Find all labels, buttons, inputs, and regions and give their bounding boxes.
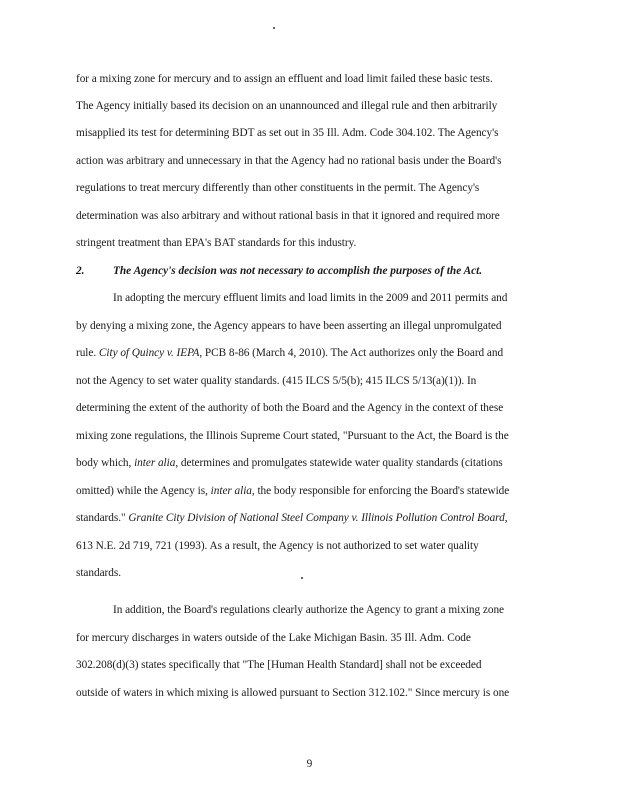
text-run: ,: [504, 512, 508, 524]
paragraph-line: regulations to treat mercury differently than other constituents in the permit. The Agency's: [76, 182, 480, 194]
paragraph-line: [76, 346, 546, 360]
paragraph-line: The Agency initially based its decision on an unannounced and illegal rule and then arbitrarily: [76, 100, 498, 112]
latin-term: inter alia: [210, 485, 252, 497]
paragraph-line: In addition, the Board's regulations clearly authorize the Agency to grant a mixing zone: [113, 604, 505, 616]
paragraph-line: for a mixing zone for mercury and to assign an effluent and load limit failed these basic tests.: [76, 73, 493, 85]
text-run: omitted) while the Agency is,: [76, 485, 211, 497]
text-run: , PCB 8-86 (March 4, 2010). The Act authorizes only the Board and: [199, 347, 504, 359]
paragraph-line: for mercury discharges in waters outside of the Lake Michigan Basin. 35 Ill. Adm. Code: [76, 632, 471, 644]
section-heading: The Agency's decision was not necessary to accomplish the purposes of the Act.: [113, 265, 483, 277]
paragraph-line: misapplied its test for determining BDT as set out in 35 Ill. Adm. Code 304.102. The Agency's: [76, 127, 499, 139]
text-run: , the body responsible for enforcing the Board's statewide: [251, 485, 510, 497]
text-run: body which,: [76, 457, 135, 469]
case-citation: Granite City Division of National Steel Company v. Illinois Pollution Control Board: [128, 512, 505, 524]
paragraph-line: [76, 511, 546, 525]
paragraph-line: In adopting the mercury effluent limits and load limits in the 2009 and 2011 permits and: [113, 292, 508, 304]
paragraph-line: not the Agency to set water quality standards. (415 ILCS 5/5(b); 415 ILCS 5/13(a)(1)). In: [76, 375, 477, 387]
paragraph-line: mixing zone regulations, the Illinois Supreme Court stated, "Pursuant to the Act, the Board is the: [76, 430, 509, 442]
case-citation: City of Quincy v. IEPA: [98, 347, 200, 359]
latin-term: inter alia: [134, 457, 176, 469]
paragraph-line: determining the extent of the authority of both the Board and the Agency in the context of these: [76, 402, 504, 414]
paragraph-line: outside of waters in which mixing is allowed pursuant to Section 312.102." Since mercury is one: [76, 687, 510, 699]
paragraph-line: [76, 456, 546, 470]
paragraph-line: standards.: [76, 567, 121, 579]
page-number: 9: [306, 758, 313, 770]
text-run: rule.: [76, 347, 99, 359]
paragraph-line: by denying a mixing zone, the Agency appears to have been asserting an illegal unpromulgated: [76, 320, 502, 332]
text-run: , determines and promulgates statewide water quality standards (citations: [175, 457, 503, 469]
paragraph-line: stringent treatment than EPA's BAT standards for this industry.: [76, 237, 357, 249]
paragraph-line: action was arbitrary and unnecessary in that the Agency had no rational basis under the Board's: [76, 155, 502, 167]
section-number: 2.: [76, 265, 85, 277]
scan-speck: [273, 27, 275, 29]
paragraph-line: [76, 484, 546, 498]
text-run: standards.": [76, 512, 129, 524]
paragraph-line: determination was also arbitrary and without rational basis in that it ignored and required more: [76, 210, 500, 222]
paragraph-line: 613 N.E. 2d 719, 721 (1993). As a result, the Agency is not authorized to set water quality: [76, 540, 479, 552]
paragraph-line: 302.208(d)(3) states specifically that "The [Human Health Standard] shall not be exceeded: [76, 659, 482, 671]
